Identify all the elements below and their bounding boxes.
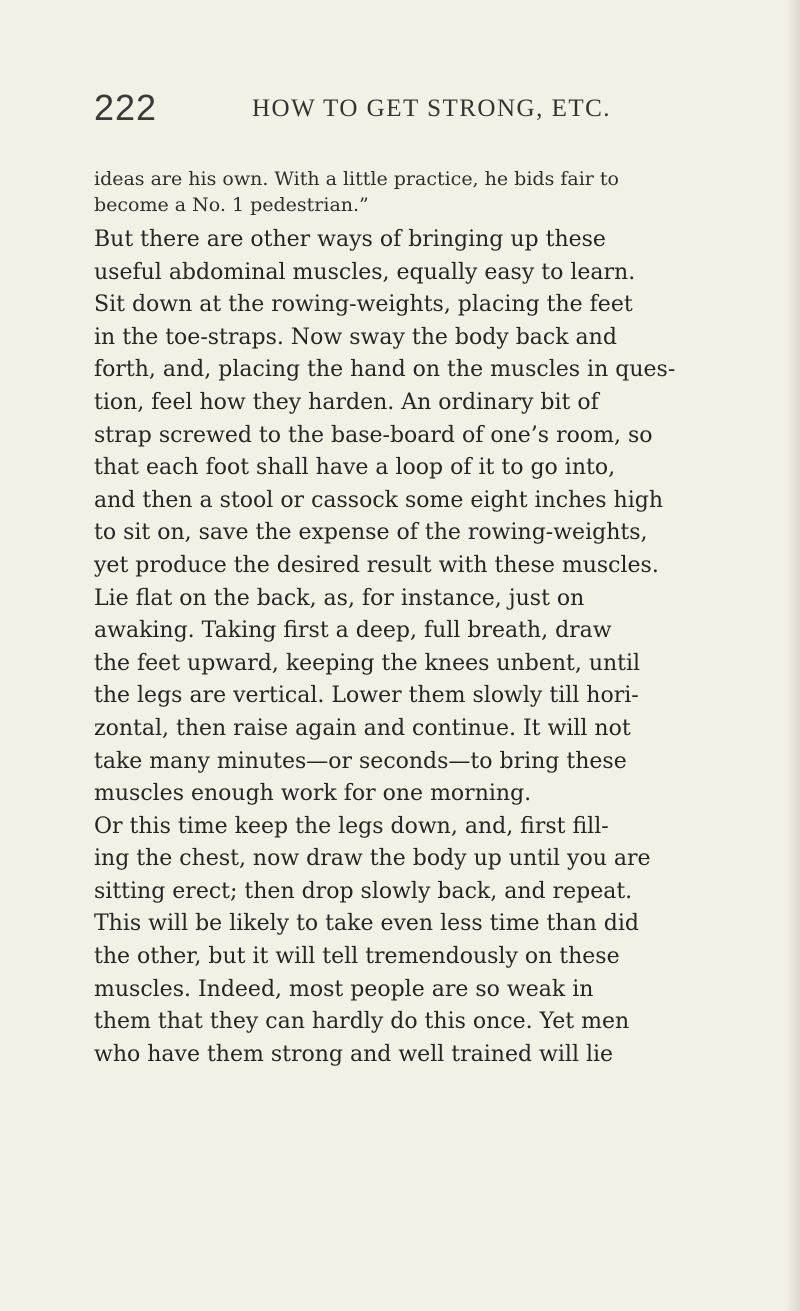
running-title: HOW TO GET STRONG, ETC. (252, 95, 612, 122)
text-line: and then a stool or cassock some eight inches high (94, 487, 663, 513)
quote-paragraph (94, 166, 764, 218)
text-line: Sit down at the rowing-weights, placing the feet (94, 292, 633, 318)
text-line: forth, and, placing the hand on the muscles in ques- (94, 357, 676, 383)
text-line: Lie flat on the back, as, for instance, just on (94, 585, 585, 611)
text-line: the legs are vertical. Lower them slowly till hori- (94, 683, 639, 709)
text-line: that each foot shall have a loop of it to go into, (94, 455, 616, 481)
text-line: in the toe-straps. Now sway the body back and (94, 324, 617, 350)
text-line: yet produce the desired result with these muscles. (94, 552, 659, 578)
text-line: Or this time keep the legs down, and, first fill- (94, 813, 609, 839)
body-text (94, 224, 774, 1071)
page-edge-shadow (786, 0, 800, 1311)
text-line: the other, but it will tell tremendously on these (94, 944, 620, 970)
text-line: muscles. Indeed, most people are so weak in (94, 976, 594, 1002)
text-line: the feet upward, keeping the knees unbent, until (94, 650, 641, 676)
text-line: strap screwed to the base-board of one’s room, so (94, 422, 653, 448)
text-line: tion, feel how they harden. An ordinary bit of (94, 389, 599, 415)
text-line: useful abdominal muscles, equally easy to learn. (94, 259, 636, 285)
text-line: to sit on, save the expense of the rowing-weights, (94, 520, 648, 546)
text-line: But there are other ways of bringing up these (94, 227, 606, 252)
text-line: awaking. Taking first a deep, full breath, draw (94, 618, 612, 644)
text-line: them that they can hardly do this once. Yet men (94, 1009, 630, 1035)
text-line: zontal, then raise again and continue. It will not (94, 715, 631, 741)
text-line: take many minutes—or seconds—to bring these (94, 748, 627, 774)
text-line: This will be likely to take even less time than did (94, 911, 639, 937)
text-line: sitting erect; then drop slowly back, and repeat. (94, 878, 633, 904)
page-number: 222 (94, 87, 158, 128)
text-line: ing the chest, now draw the body up until you are (94, 846, 651, 872)
quote-line: ideas are his own. With a little practice, he bids fair to (94, 168, 619, 190)
quote-line: become a No. 1 pedestrian.” (94, 194, 369, 216)
text-line: who have them strong and well trained will lie (94, 1041, 614, 1067)
page-header (94, 88, 754, 134)
text-line: muscles enough work for one morning. (94, 781, 532, 807)
